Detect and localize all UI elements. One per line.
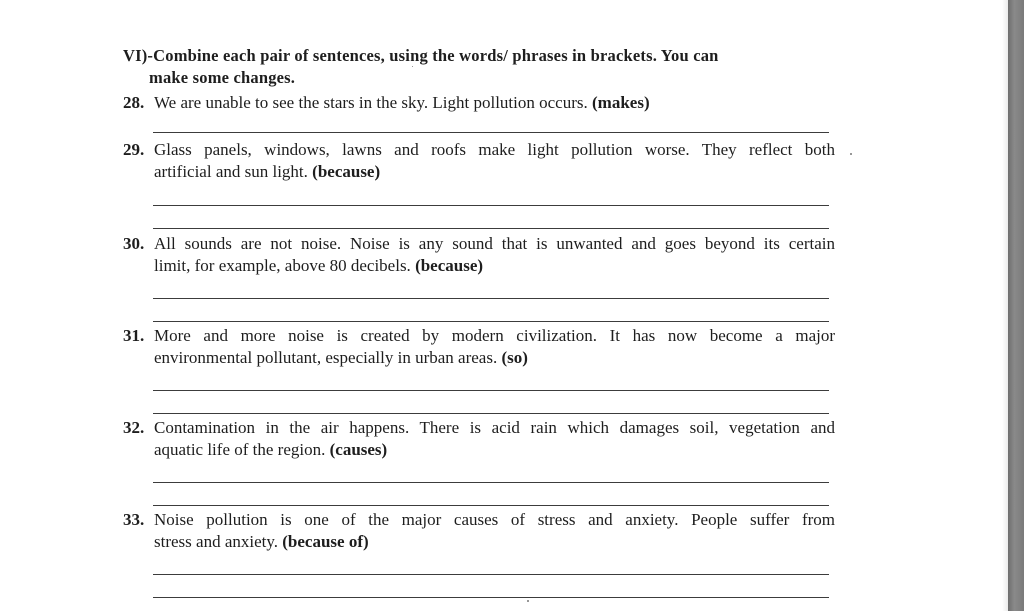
question-number: 29. <box>123 140 145 159</box>
question-text <box>123 417 835 461</box>
question-number: 30. <box>123 234 145 253</box>
question-32 <box>123 417 835 461</box>
paper-speck <box>850 153 852 155</box>
paper-speck <box>527 600 529 602</box>
answer-line[interactable] <box>153 413 829 414</box>
instruction-line-1: VI)-Combine each pair of sentences, using the words/ phrases in brackets. You can <box>123 46 719 65</box>
answer-line[interactable] <box>153 482 829 483</box>
question-line-1: Noise pollution is one of the major causes of stress and anxiety. People suffer from <box>154 510 835 529</box>
question-hint: (because) <box>312 162 381 181</box>
question-line-1: All sounds are not noise. Noise is any sound that is unwanted and goes beyond its certain <box>154 234 835 253</box>
question-31 <box>123 325 835 369</box>
question-number: 32. <box>123 418 145 437</box>
question-33 <box>123 509 835 553</box>
question-line-1: Contamination in the air happens. There is acid rain which damages soil, vegetation and <box>154 418 835 437</box>
answer-line[interactable] <box>153 574 829 575</box>
viewer-edge <box>1008 0 1024 611</box>
answer-line[interactable] <box>153 228 829 229</box>
question-line-2 <box>154 439 835 461</box>
question-text <box>123 325 835 369</box>
question-line-1: Glass panels, windows, lawns and roofs make light pollution worse. They reflect both <box>154 140 835 159</box>
section-instruction <box>123 45 833 89</box>
question-hint: (because of) <box>282 532 369 551</box>
question-29 <box>123 139 835 183</box>
question-sentence: environmental pollutant, especially in urban areas. <box>154 348 498 367</box>
question-hint: (causes) <box>329 440 388 459</box>
answer-line[interactable] <box>153 321 829 322</box>
question-sentence: stress and anxiety. <box>154 532 279 551</box>
question-line-2 <box>154 255 835 277</box>
answer-line[interactable] <box>153 205 829 206</box>
question-line-2 <box>154 161 835 183</box>
question-sentence: We are unable to see the stars in the sky. Light pollution occurs. <box>154 93 588 112</box>
question-sentence: aquatic life of the region. <box>154 440 326 459</box>
question-text <box>123 139 835 183</box>
instruction-line-2: make some changes. <box>149 68 296 87</box>
question-30 <box>123 233 835 277</box>
paper-speck <box>412 66 413 67</box>
question-sentence: limit, for example, above 80 decibels. <box>154 256 411 275</box>
question-number: 31. <box>123 326 145 345</box>
answer-line[interactable] <box>153 298 829 299</box>
question-number: 28. <box>123 93 145 112</box>
question-line-2 <box>154 347 835 369</box>
question-hint: (because) <box>415 256 484 275</box>
answer-line[interactable] <box>153 505 829 506</box>
question-text <box>123 233 835 277</box>
question-line-1: More and more noise is created by modern civilization. It has now become a major <box>154 326 835 345</box>
question-28 <box>123 92 835 114</box>
answer-line[interactable] <box>153 132 829 133</box>
question-number: 33. <box>123 510 145 529</box>
answer-line[interactable] <box>153 597 829 598</box>
answer-line[interactable] <box>153 390 829 391</box>
question-text <box>123 92 835 114</box>
question-sentence: artificial and sun light. <box>154 162 308 181</box>
question-text <box>123 509 835 553</box>
question-line-2 <box>154 531 835 553</box>
question-hint: (makes) <box>592 93 650 112</box>
question-hint: (so) <box>501 348 528 367</box>
